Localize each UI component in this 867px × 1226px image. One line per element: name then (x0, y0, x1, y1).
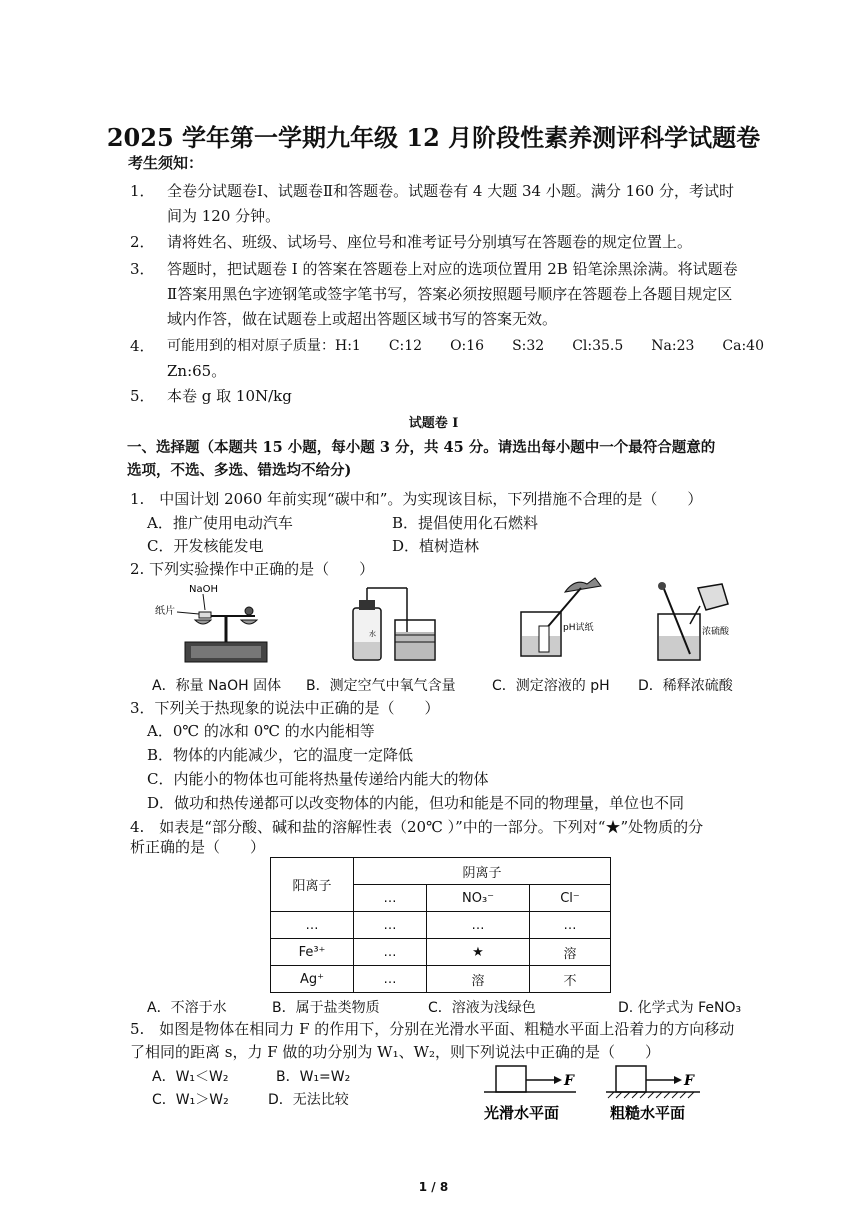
force-label-rough: F (684, 1073, 694, 1089)
q4-option-d: D. 化学式为 FeNO₃ (618, 1000, 742, 1016)
table-cell: NO₃⁻ (427, 885, 530, 912)
table-cell: 不 (530, 966, 611, 993)
fig-label-conc-acid: 浓硫酸 (702, 627, 730, 637)
q1-option-a: A．推广使用电动汽车 (147, 514, 293, 532)
q5-stem-line-1: 5. 如图是物体在相同力 F 的作用下，分别在光滑水平面、粗糙水平面上沿着力的方向移动 (130, 1020, 735, 1038)
oxygen-measurement-figure (345, 580, 445, 665)
table-cell: Fe³⁺ (271, 939, 354, 966)
table-row (271, 939, 611, 966)
q4-option-c: C．溶液为浅绿色 (428, 1000, 536, 1016)
notice-item-1-line-2: 间为 120 分钟。 (167, 207, 281, 225)
q2-option-c: C．测定溶液的 pH (492, 678, 610, 694)
notice-item-4-line-1: 可能用到的相对原子质量：H:1 C:12 O:16 S:32 Cl:35.5 Na:23 Ca:40 (167, 338, 765, 354)
table-row (271, 912, 611, 939)
q3-stem: 3．下列关于热现象的说法中正确的是（ ） (130, 699, 440, 717)
q1-option-b: B．提倡使用化石燃料 (392, 514, 539, 532)
rough-plane-figure (604, 1058, 714, 1128)
table-cell: 溶 (530, 939, 611, 966)
table-cell: … (427, 912, 530, 939)
notice-item-2-line-1: 请将姓名、班级、试场号、座位号和准考证号分别填写在答题卷的规定位置上。 (167, 233, 693, 251)
q1-stem: 1. 中国计划 2060 年前实现“碳中和”。为实现该目标，下列措施不合理的是（ ） (130, 490, 703, 508)
notice-heading: 考生须知： (128, 154, 204, 172)
q5-option-a: A．W₁＜W₂ (152, 1069, 229, 1085)
balance-weighing-figure (155, 580, 275, 672)
page-number: 1 / 8 (418, 1180, 449, 1194)
table-cell: … (271, 912, 354, 939)
q1-option-c: C．开发核能发电 (147, 537, 264, 555)
section-title: 试题卷 I (408, 416, 459, 431)
q2-option-a: A．称量 NaOH 固体 (152, 678, 282, 694)
fig-label-paper: 纸片 (155, 606, 175, 617)
notice-item-2-number: 2． (130, 233, 155, 251)
notice-item-4-number: 4． (130, 337, 155, 355)
q2-stem: 2. 下列实验操作中正确的是（ ） (130, 560, 375, 578)
table-row (271, 858, 611, 885)
q5-option-b: B．W₁=W₂ (276, 1069, 351, 1085)
notice-item-1-line-1: 全卷分试题卷Ⅰ、试题卷Ⅱ和答题卷。试题卷有 4 大题 34 小题。满分 160 分，考试时 (167, 182, 734, 200)
force-label-smooth: F (564, 1073, 574, 1089)
notice-item-3-number: 3． (130, 260, 155, 278)
notice-item-4-line-2: Zn:65。 (167, 362, 227, 380)
table-cell: … (354, 966, 427, 993)
fig-label-naoh: NaOH (189, 584, 218, 595)
solubility-table (270, 857, 611, 993)
notice-item-3-line-3: 域内作答，做在试题卷上或超出答题区域书写的答案无效。 (167, 310, 558, 328)
ph-test-figure (515, 572, 615, 662)
table-cell: Cl⁻ (530, 885, 611, 912)
notice-item-3-line-1: 答题时，把试题卷 I 的答案在答题卷上对应的选项位置用 2B 铅笔涂黑涂满。将试题卷 (167, 260, 738, 278)
smooth-plane-label: 光滑水平面 (484, 1104, 560, 1122)
table-cell: … (354, 939, 427, 966)
q3-option-d: D．做功和热传递都可以改变物体的内能，但功和能是不同的物理量，单位也不同 (147, 794, 685, 812)
q2-option-d: D．稀释浓硫酸 (638, 678, 733, 694)
part1-heading-line-1: 一、选择题（本题共 15 小题，每小题 3 分，共 45 分。请选出每小题中一个最符合题意的 (127, 439, 716, 456)
notice-item-1-number: 1． (130, 182, 155, 200)
table-cell: … (354, 912, 427, 939)
exam-title: 2025 学年第一学期九年级 12 月阶段性素养测评科学试题卷 (106, 123, 761, 152)
dilute-acid-figure (650, 578, 745, 663)
cation-header: 阳离子 (271, 858, 354, 912)
table-cell: … (354, 885, 427, 912)
table-cell: ★ (427, 939, 530, 966)
notice-item-3-line-2: Ⅱ答案用黑色字迹钢笔或签字笔书写，答案必须按照题号顺序在答题卷上各题目规定区 (167, 285, 733, 303)
q1-option-d: D．植树造林 (392, 537, 480, 555)
notice-item-5-number: 5． (130, 387, 155, 405)
q5-option-c: C．W₁＞W₂ (152, 1092, 229, 1108)
q3-option-a: A．0℃ 的冰和 0℃ 的水内能相等 (147, 722, 375, 740)
q3-option-c: C．内能小的物体也可能将热量传递给内能大的物体 (147, 770, 489, 788)
table-cell: Ag⁺ (271, 966, 354, 993)
table-row (271, 966, 611, 993)
q4-stem-line-1: 4. 如表是“部分酸、碱和盐的溶解性表（20℃ ）”中的一部分。下列对“★”处物质的分 (130, 818, 704, 836)
q4-stem-line-2: 析正确的是（ ） (130, 838, 266, 856)
q2-option-b: B．测定空气中氧气含量 (306, 678, 456, 694)
q4-option-b: B．属于盐类物质 (272, 1000, 380, 1016)
q3-option-b: B．物体的内能减少，它的温度一定降低 (147, 746, 414, 764)
part1-heading-line-2: 选项，不选、多选、错选均不给分) (127, 462, 352, 479)
notice-item-5-line-1: 本卷 g 取 10N/kg (167, 387, 292, 405)
fig-label-ph-paper: pH试纸 (563, 623, 594, 633)
smooth-plane-figure (480, 1058, 590, 1128)
fig-label-water: 水 (369, 630, 376, 638)
q5-option-d: D．无法比较 (268, 1092, 349, 1108)
q5-stem-line-2: 了相同的距离 s，力 F 做的功分别为 W₁、W₂，则下列说法中正确的是（ ） (130, 1043, 661, 1061)
q4-option-a: A．不溶于水 (147, 1000, 227, 1016)
anion-header: 阴离子 (354, 858, 611, 885)
table-cell: … (530, 912, 611, 939)
rough-plane-label: 粗糙水平面 (610, 1104, 686, 1122)
table-cell: 溶 (427, 966, 530, 993)
